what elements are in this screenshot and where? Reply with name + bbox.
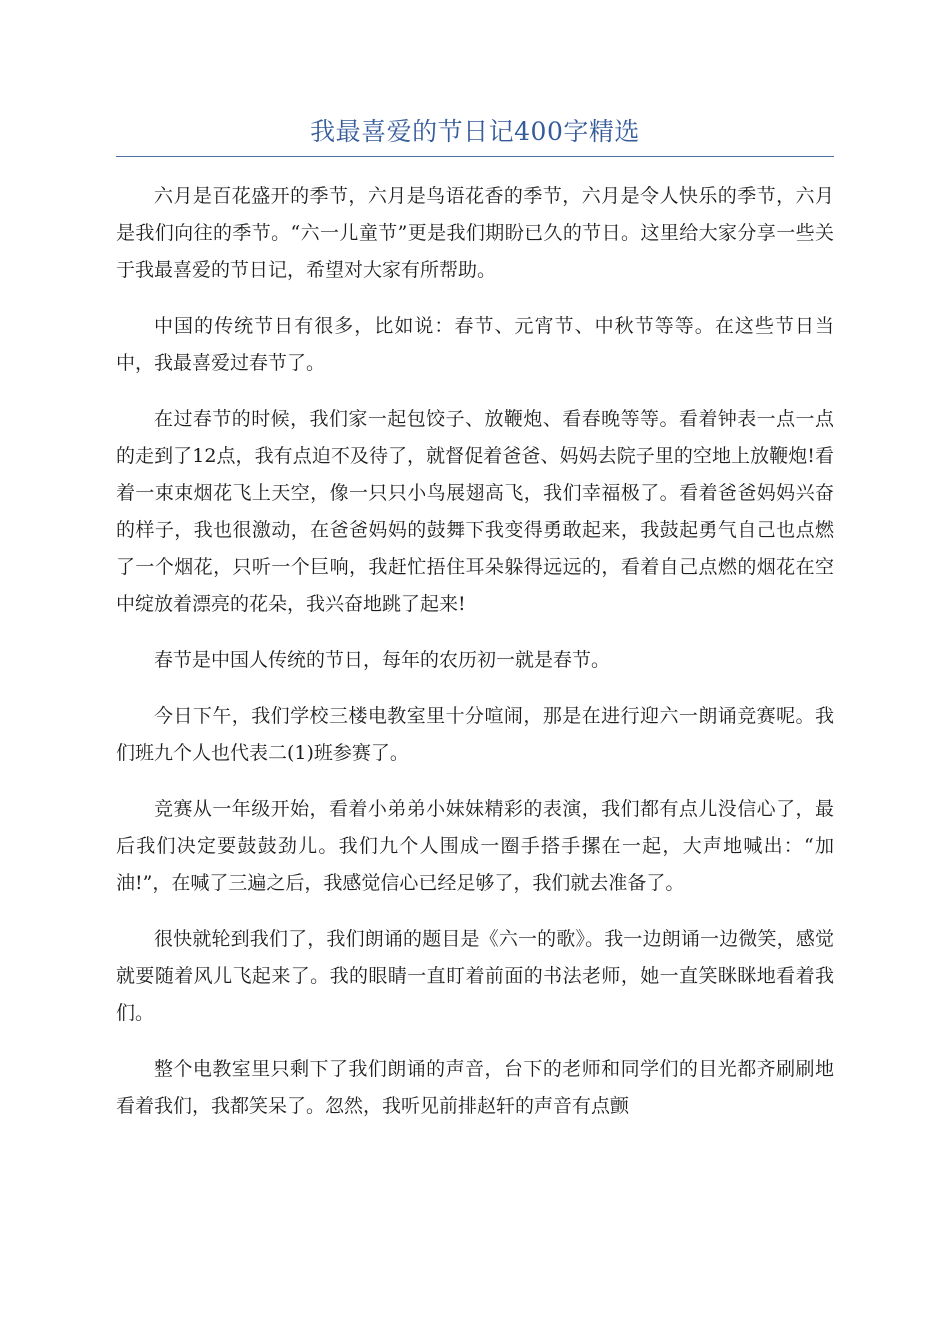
title-block: [116, 110, 834, 157]
paragraph-6: 竞赛从一年级开始，看着小弟弟小妹妹精彩的表演，我们都有点儿没信心了，最后我们决定要鼓鼓劲儿。我们九个人围成一圈手搭手摞在一起，大声地喊出：“加油!”，在喊了三遍之后，我感觉信心已经足够了，我们就去准备了。: [116, 798, 834, 894]
paragraph-7: 很快就轮到我们了，我们朗诵的题目是《六一的歌》。我一边朗诵一边微笑，感觉就要随着风儿飞起来了。我的眼睛一直盯着前面的书法老师，她一直笑眯眯地看着我们。: [116, 928, 834, 1024]
paragraph-1: 六月是百花盛开的季节，六月是鸟语花香的季节，六月是令人快乐的季节，六月是我们向往的季节。“六一儿童节”更是我们期盼已久的节日。这里给大家分享一些关于我最喜爱的节日记，希望对大家有所帮助。: [116, 185, 834, 281]
document-title: 我最喜爱的节日记400字精选: [310, 117, 640, 146]
document-body: [116, 178, 834, 1144]
paragraph-2: 中国的传统节日有很多，比如说：春节、元宵节、中秋节等等。在这些节日当中，我最喜爱过春节了。: [116, 315, 834, 374]
paragraph-3: 在过春节的时候，我们家一起包饺子、放鞭炮、看春晚等等。看着钟表一点一点的走到了12点，我有点迫不及待了，就督促着爸爸、妈妈去院子里的空地上放鞭炮!看着一束束烟花飞上天空，像一只只小鸟展翅高飞，我们幸福极了。看着爸爸妈妈兴奋的样子，我也很激动，在爸爸妈妈的鼓舞下我变得勇敢起来，我鼓起勇气自己也点燃了一个烟花，只听一个巨响，我赶忙捂住耳朵躲得远远的，看着自己点燃的烟花在空中绽放着漂亮的花朵，我兴奋地跳了起来!: [116, 408, 834, 615]
paragraph-5: 今日下午，我们学校三楼电教室里十分喧闹，那是在进行迎六一朗诵竞赛呢。我们班九个人也代表二(1)班参赛了。: [116, 705, 834, 764]
paragraph-8: 整个电教室里只剩下了我们朗诵的声音，台下的老师和同学们的目光都齐刷刷地看着我们，我都笑呆了。忽然，我听见前排赵轩的声音有点颤: [116, 1058, 834, 1117]
paragraph-4: 春节是中国人传统的节日，每年的农历初一就是春节。: [154, 649, 611, 671]
